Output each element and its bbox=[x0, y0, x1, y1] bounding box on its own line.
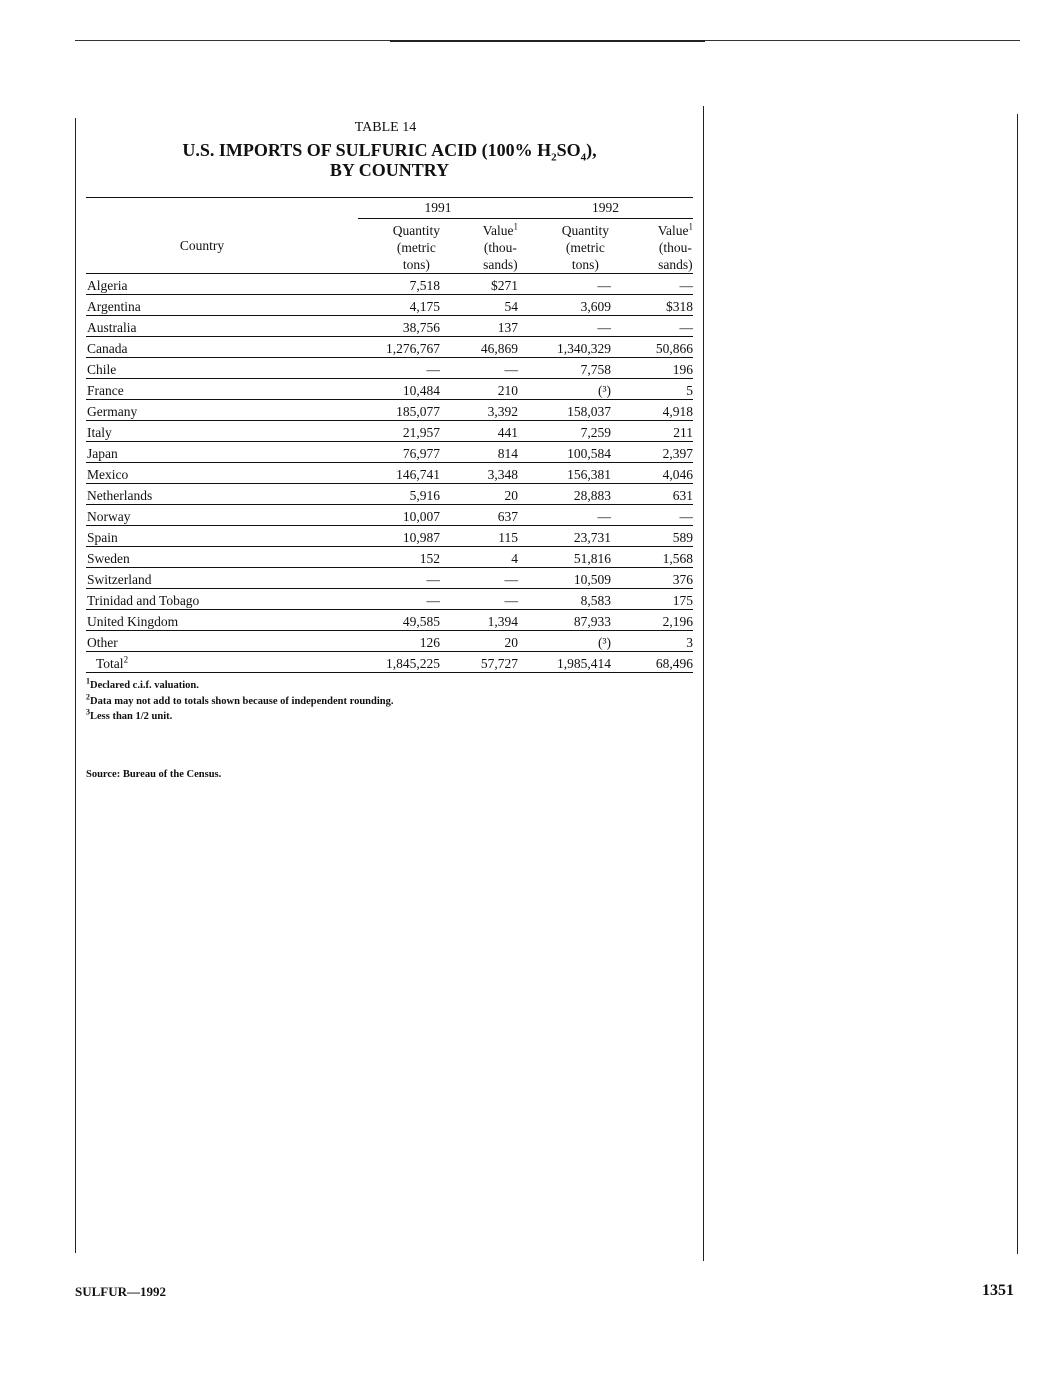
quantity-1992-cell: (³) bbox=[518, 379, 611, 400]
table-row bbox=[86, 400, 693, 421]
value-1991-cell: 137 bbox=[440, 316, 518, 337]
country-cell: Chile bbox=[86, 358, 358, 379]
value-1992-cell: 2,397 bbox=[611, 442, 693, 463]
country-cell: Spain bbox=[86, 526, 358, 547]
total-row bbox=[86, 652, 693, 673]
quantity-1992-cell: 156,381 bbox=[518, 463, 611, 484]
footnote-2: $^2$Data may not add to totals shown because of independent rounding. bbox=[86, 692, 394, 707]
value-1991-cell: 4 bbox=[440, 547, 518, 568]
table-row bbox=[86, 274, 693, 295]
country-cell: United Kingdom bbox=[86, 610, 358, 631]
quantity-1992-cell: 87,933 bbox=[518, 610, 611, 631]
table-heading bbox=[86, 118, 693, 180]
footnote-1: $^1$Declared c.i.f. valuation. bbox=[86, 676, 199, 691]
total-value-1991: 57,727 bbox=[440, 652, 518, 673]
value-1991-cell: 20 bbox=[440, 631, 518, 652]
value-1991-cell: 814 bbox=[440, 442, 518, 463]
quantity-1992-cell: — bbox=[518, 316, 611, 337]
country-cell: Argentina bbox=[86, 295, 358, 316]
year-1991-header: 1991 bbox=[358, 198, 518, 219]
table-row bbox=[86, 589, 693, 610]
total-label: Total$^2$ bbox=[86, 652, 358, 673]
quantity-1991-cell: 10,987 bbox=[358, 526, 440, 547]
quantity-1991-cell: 10,007 bbox=[358, 505, 440, 526]
quantity-1992-cell: 28,883 bbox=[518, 484, 611, 505]
country-cell: Trinidad and Tobago bbox=[86, 589, 358, 610]
quantity-1992-cell: 3,609 bbox=[518, 295, 611, 316]
table-row bbox=[86, 505, 693, 526]
year-1992-header: 1992 bbox=[518, 198, 693, 219]
quantity-1991-cell: 5,916 bbox=[358, 484, 440, 505]
value-1991-cell: 3,392 bbox=[440, 400, 518, 421]
value-1991-cell: — bbox=[440, 568, 518, 589]
country-cell: Sweden bbox=[86, 547, 358, 568]
quantity-1991-cell: 185,077 bbox=[358, 400, 440, 421]
value-1991-cell: — bbox=[440, 358, 518, 379]
column-header-row bbox=[86, 219, 693, 274]
value-1991-cell: 637 bbox=[440, 505, 518, 526]
quantity-1991-cell: — bbox=[358, 358, 440, 379]
country-cell: Other bbox=[86, 631, 358, 652]
country-cell: Netherlands bbox=[86, 484, 358, 505]
value-1992-cell: 196 bbox=[611, 358, 693, 379]
table-row bbox=[86, 337, 693, 358]
value-1991-cell: 3,348 bbox=[440, 463, 518, 484]
table-row bbox=[86, 547, 693, 568]
quantity-1991-cell: 21,957 bbox=[358, 421, 440, 442]
quantity-1992-cell: (³) bbox=[518, 631, 611, 652]
value-1991-cell: 1,394 bbox=[440, 610, 518, 631]
value-1992-cell: 175 bbox=[611, 589, 693, 610]
value-1992-cell: $318 bbox=[611, 295, 693, 316]
quantity-1991-cell: — bbox=[358, 568, 440, 589]
footnote-3: $^3$Less than 1/2 unit. bbox=[86, 707, 173, 722]
footnotes bbox=[86, 678, 393, 725]
quantity-1992-header: Quantity (metric tons) bbox=[518, 219, 611, 274]
quantity-1991-cell: 49,585 bbox=[358, 610, 440, 631]
country-cell: Germany bbox=[86, 400, 358, 421]
quantity-1992-cell: 158,037 bbox=[518, 400, 611, 421]
value-1992-cell: 4,046 bbox=[611, 463, 693, 484]
value-1992-cell: 2,196 bbox=[611, 610, 693, 631]
country-header: Country bbox=[86, 219, 358, 274]
quantity-1991-header: Quantity (metric tons) bbox=[358, 219, 440, 274]
country-cell: Australia bbox=[86, 316, 358, 337]
page-number: 1351 bbox=[982, 1282, 1014, 1299]
quantity-1991-cell: 76,977 bbox=[358, 442, 440, 463]
quantity-1991-cell: — bbox=[358, 589, 440, 610]
table-row bbox=[86, 316, 693, 337]
quantity-1992-cell: 7,758 bbox=[518, 358, 611, 379]
value-1992-cell: 631 bbox=[611, 484, 693, 505]
quantity-1992-cell: 7,259 bbox=[518, 421, 611, 442]
value-1992-cell: 211 bbox=[611, 421, 693, 442]
total-quantity-1991: 1,845,225 bbox=[358, 652, 440, 673]
left-column-rule bbox=[75, 118, 76, 1253]
year-header-row bbox=[86, 198, 693, 219]
value-1991-header: Value$^1$ (thou- sands) bbox=[440, 219, 518, 274]
country-cell: Italy bbox=[86, 421, 358, 442]
table-row bbox=[86, 631, 693, 652]
table-row bbox=[86, 295, 693, 316]
value-1992-cell: 589 bbox=[611, 526, 693, 547]
right-column-rule bbox=[1017, 114, 1018, 1254]
value-1992-cell: 376 bbox=[611, 568, 693, 589]
middle-column-rule bbox=[703, 106, 704, 1261]
imports-table bbox=[86, 197, 693, 673]
country-cell: Switzerland bbox=[86, 568, 358, 589]
value-1992-cell: — bbox=[611, 274, 693, 295]
value-1992-cell: 4,918 bbox=[611, 400, 693, 421]
quantity-1992-cell: 100,584 bbox=[518, 442, 611, 463]
quantity-1991-cell: 146,741 bbox=[358, 463, 440, 484]
value-1992-cell: — bbox=[611, 316, 693, 337]
quantity-1991-cell: 126 bbox=[358, 631, 440, 652]
country-cell: Mexico bbox=[86, 463, 358, 484]
value-1992-cell: — bbox=[611, 505, 693, 526]
table-row bbox=[86, 610, 693, 631]
table-row bbox=[86, 421, 693, 442]
quantity-1991-cell: 152 bbox=[358, 547, 440, 568]
quantity-1992-cell: 10,509 bbox=[518, 568, 611, 589]
country-cell: Norway bbox=[86, 505, 358, 526]
quantity-1991-cell: 1,276,767 bbox=[358, 337, 440, 358]
source-note: Source: Bureau of the Census. bbox=[86, 769, 222, 780]
quantity-1992-cell: 51,816 bbox=[518, 547, 611, 568]
quantity-1992-cell: — bbox=[518, 274, 611, 295]
table-row bbox=[86, 442, 693, 463]
country-cell: Algeria bbox=[86, 274, 358, 295]
quantity-1992-cell: 8,583 bbox=[518, 589, 611, 610]
table-row bbox=[86, 358, 693, 379]
value-1992-header: Value$^1$ (thou- sands) bbox=[611, 219, 693, 274]
quantity-1991-cell: 38,756 bbox=[358, 316, 440, 337]
value-1991-cell: 20 bbox=[440, 484, 518, 505]
running-footer: SULFUR—1992 bbox=[75, 1284, 167, 1299]
value-1992-cell: 1,568 bbox=[611, 547, 693, 568]
country-cell: Japan bbox=[86, 442, 358, 463]
quantity-1992-cell: 1,340,329 bbox=[518, 337, 611, 358]
total-value-1992: 68,496 bbox=[611, 652, 693, 673]
table-row bbox=[86, 463, 693, 484]
value-1991-cell: — bbox=[440, 589, 518, 610]
table-row bbox=[86, 568, 693, 589]
value-1991-cell: $271 bbox=[440, 274, 518, 295]
value-1991-cell: 46,869 bbox=[440, 337, 518, 358]
table-row bbox=[86, 526, 693, 547]
table-title: U.S. IMPORTS OF SULFURIC ACID (100% $H_2SO_4$), BY COUNTRY bbox=[182, 140, 597, 180]
quantity-1992-cell: 23,731 bbox=[518, 526, 611, 547]
value-1991-cell: 54 bbox=[440, 295, 518, 316]
table-row bbox=[86, 484, 693, 505]
value-1992-cell: 5 bbox=[611, 379, 693, 400]
value-1991-cell: 115 bbox=[440, 526, 518, 547]
value-1991-cell: 441 bbox=[440, 421, 518, 442]
table-row bbox=[86, 379, 693, 400]
value-1992-cell: 3 bbox=[611, 631, 693, 652]
country-cell: Canada bbox=[86, 337, 358, 358]
quantity-1991-cell: 10,484 bbox=[358, 379, 440, 400]
quantity-1991-cell: 7,518 bbox=[358, 274, 440, 295]
country-cell: France bbox=[86, 379, 358, 400]
total-quantity-1992: 1,985,414 bbox=[518, 652, 611, 673]
value-1992-cell: 50,866 bbox=[611, 337, 693, 358]
quantity-1992-cell: — bbox=[518, 505, 611, 526]
table-number: TABLE 14 bbox=[354, 120, 417, 135]
quantity-1991-cell: 4,175 bbox=[358, 295, 440, 316]
value-1991-cell: 210 bbox=[440, 379, 518, 400]
top-rule-accent bbox=[390, 40, 705, 42]
